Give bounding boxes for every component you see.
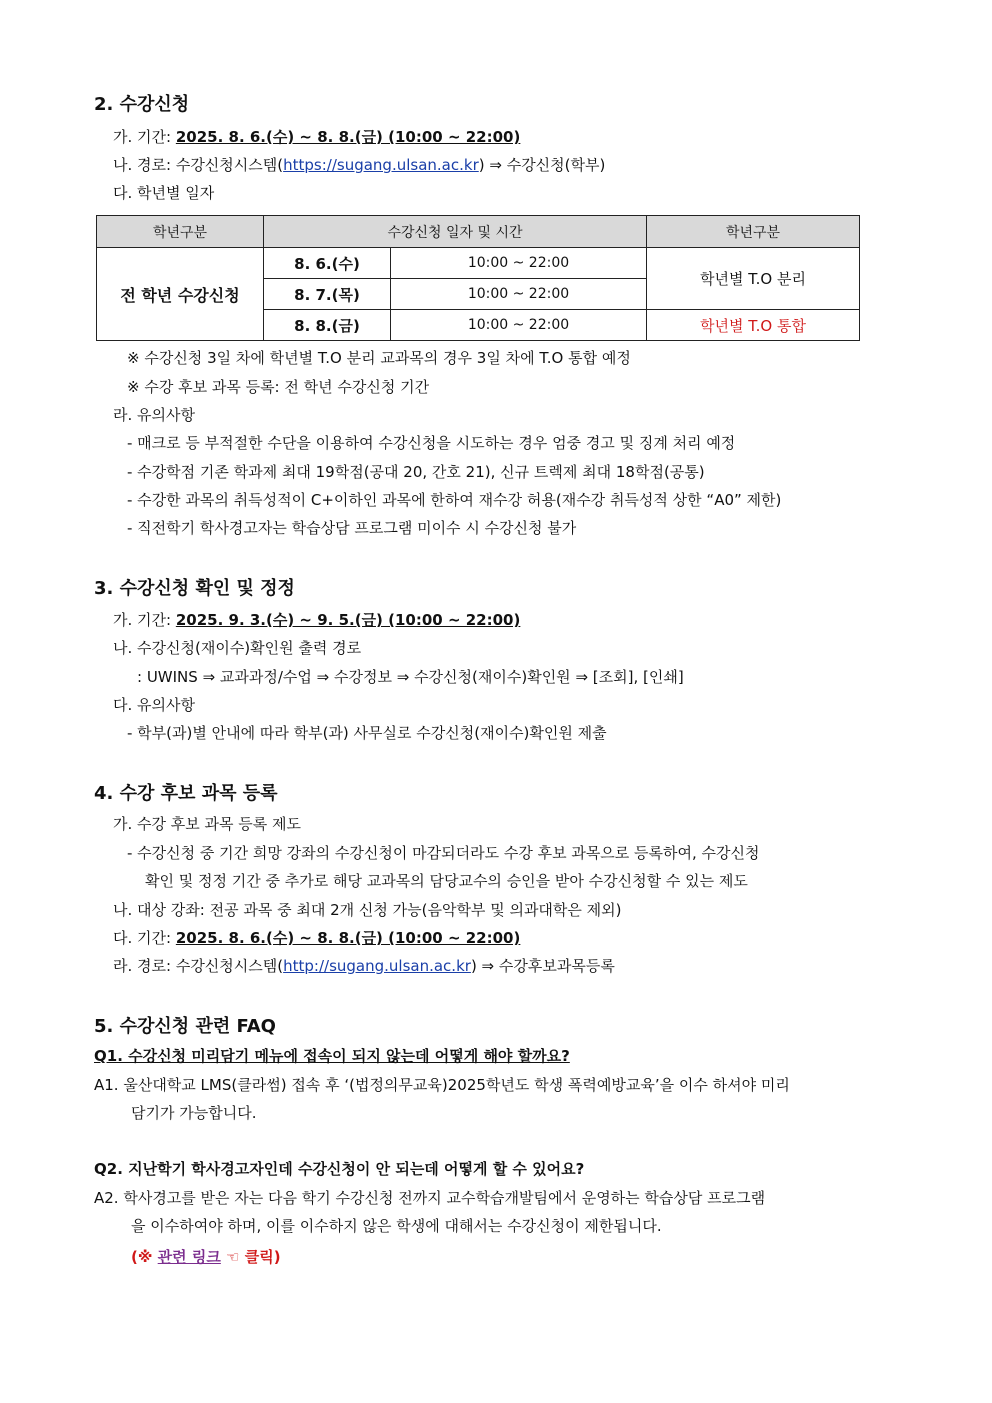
row-time: 10:00 ~ 22:00 <box>391 279 647 310</box>
s2-note-2: ※ 수강 후보 과목 등록: 전 학년 수강신청 기간 <box>127 378 430 396</box>
section-5-heading: 5. 수강신청 관련 FAQ <box>94 1016 276 1037</box>
faq-a2-line1: A2. 학사경고를 받은 자는 다음 학기 수강신청 전까지 교수학습개발팀에서 운영하는 학습상담 프로그램 <box>94 1189 766 1207</box>
s3-cautions: 다. 유의사항 <box>113 696 195 714</box>
s2-route-label: 나. 경로: 수강신청시스템( <box>113 156 284 174</box>
list-item: - 직전학기 학사경고자는 학습상담 프로그램 미이수 시 수강신청 불가 <box>127 519 577 537</box>
s4-route <box>113 956 615 976</box>
group-label: 전 학년 수강신청 <box>97 248 264 341</box>
s2-cautions: 라. 유의사항 <box>113 406 195 424</box>
related-link-suffix: 클릭) <box>239 1248 281 1266</box>
row-date: 8. 7.(목) <box>264 279 391 310</box>
s4-route-link[interactable]: http://sugang.ulsan.ac.kr <box>283 957 471 975</box>
list-item: - 학부(과)별 안내에 따라 학부(과) 사무실로 수강신청(재이수)확인원 제출 <box>127 724 607 742</box>
schedule-table <box>96 215 860 341</box>
s2-by-grade: 다. 학년별 일자 <box>113 184 215 202</box>
s2-note-1: ※ 수강신청 3일 차에 학년별 T.O 분리 교과목의 경우 3일 차에 T.O 통합 예정 <box>127 349 631 367</box>
col-grade: 학년구분 <box>97 216 264 248</box>
row-time: 10:00 ~ 22:00 <box>391 310 647 341</box>
s4-period-label: 다. 기간: <box>113 929 176 947</box>
col-grade-2: 학년구분 <box>647 216 860 248</box>
row-date: 8. 6.(수) <box>264 248 391 279</box>
section-3-heading: 3. 수강신청 확인 및 정정 <box>94 578 295 599</box>
s4-target: 나. 대상 강좌: 전공 과목 중 최대 2개 신청 가능(음악학부 및 의과대학은 제외) <box>113 901 622 919</box>
note-to-split: 학년별 T.O 분리 <box>647 248 860 310</box>
list-item: - 수강학점 기존 학과제 최대 19학점(공대 20, 간호 21), 신규 트렉제 최대 18학점(공통) <box>127 463 705 481</box>
s4-system: 가. 수강 후보 과목 등록 제도 <box>113 815 301 833</box>
s3-print-route: 나. 수강신청(재이수)확인원 출력 경로 <box>113 639 362 657</box>
col-date-time: 수강신청 일자 및 시간 <box>264 216 647 248</box>
s3-period <box>113 610 520 630</box>
s2-period-label: 가. 기간: <box>113 128 176 146</box>
section-2-heading: 2. 수강신청 <box>94 94 190 115</box>
row-date: 8. 8.(금) <box>264 310 391 341</box>
section-4-heading: 4. 수강 후보 과목 등록 <box>94 783 278 804</box>
note-to-merge: 학년별 T.O 통합 <box>647 310 860 341</box>
related-link[interactable]: 관련 링크 <box>157 1248 221 1266</box>
list-item: - 수강한 과목의 취득성적이 C+이하인 과목에 한하여 재수강 허용(재수강 취득성적 상한 “A0” 제한) <box>127 491 782 509</box>
faq-a2-line2: 을 이수하여야 하며, 이를 이수하지 않은 학생에 대해서는 수강신청이 제한됩니다. <box>131 1217 662 1235</box>
list-item: - 수강신청 중 기간 희망 강좌의 수강신청이 마감되더라도 수강 후보 과목으로 등록하여, 수강신청 <box>127 844 760 862</box>
s3-print-path: : UWINS ⇒ 교과과정/수업 ⇒ 수강정보 ⇒ 수강신청(재이수)확인원 ⇒ [조회], [인쇄] <box>137 668 684 686</box>
s2-period-value: 2025. 8. 6.(수) ~ 8. 8.(금) (10:00 ~ 22:00) <box>175 128 521 146</box>
schedule-table-header <box>97 216 860 248</box>
faq-q1: Q1. 수강신청 미리담기 메뉴에 접속이 되지 않는데 어떻게 해야 할까요? <box>94 1047 570 1065</box>
s2-route <box>113 155 605 175</box>
s4-period <box>113 928 520 948</box>
s2-route-tail: ) ⇒ 수강신청(학부) <box>478 156 606 174</box>
list-item-continued: 확인 및 정정 기간 중 추가로 해당 교과목의 담당교수의 승인을 받아 수강신청할 수 있는 제도 <box>145 872 748 890</box>
s4-route-label: 라. 경로: 수강신청시스템( <box>113 957 284 975</box>
faq-a1-line2: 담기가 가능합니다. <box>131 1104 257 1122</box>
related-link-prefix: (※ <box>131 1248 158 1266</box>
faq-q2: Q2. 지난학기 학사경고자인데 수강신청이 안 되는데 어떻게 할 수 있어요? <box>94 1160 585 1178</box>
related-link-line <box>131 1247 281 1267</box>
s2-period <box>113 127 520 147</box>
faq-a1-line1: A1. 울산대학교 LMS(클라썸) 접속 후 ‘(법정의무교육)2025학년도 학생 폭력예방교육’을 이수 하셔야 미리 <box>94 1076 790 1094</box>
s4-route-tail: ) ⇒ 수강후보과목등록 <box>470 957 615 975</box>
pointing-hand-icon: ☜ <box>226 1248 240 1266</box>
s3-period-value: 2025. 9. 3.(수) ~ 9. 5.(금) (10:00 ~ 22:00) <box>175 611 521 629</box>
s4-period-value: 2025. 8. 6.(수) ~ 8. 8.(금) (10:00 ~ 22:00) <box>175 929 521 947</box>
s3-period-label: 가. 기간: <box>113 611 176 629</box>
s2-route-link[interactable]: https://sugang.ulsan.ac.kr <box>283 156 479 174</box>
list-item: - 매크로 등 부적절한 수단을 이용하여 수강신청을 시도하는 경우 엄중 경고 및 징계 처리 예정 <box>127 434 736 452</box>
row-time: 10:00 ~ 22:00 <box>391 248 647 279</box>
table-row <box>97 248 860 279</box>
